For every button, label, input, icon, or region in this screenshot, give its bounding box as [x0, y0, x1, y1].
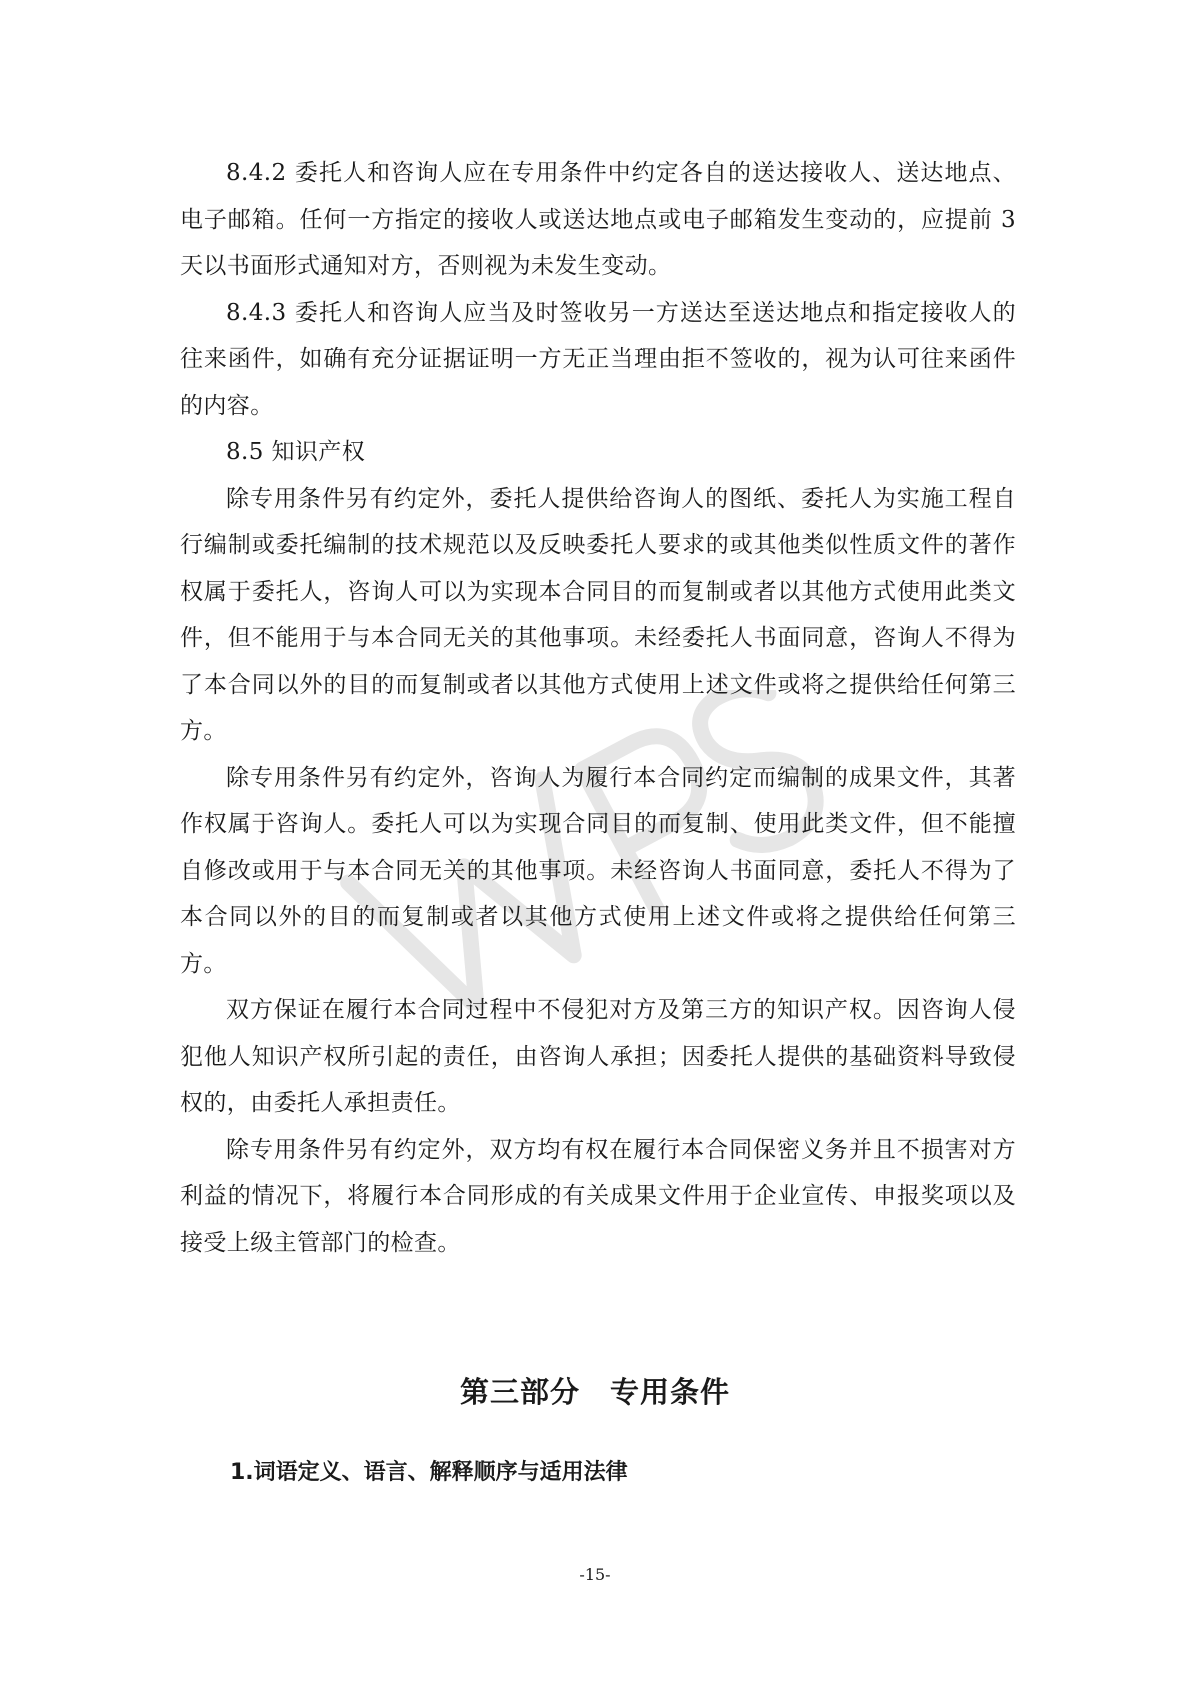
section-heading: 1.词语定义、语言、解释顺序与适用法律 — [230, 1460, 628, 1485]
paragraph-ip-guarantee: 双方保证在履行本合同过程中不侵犯对方及第三方的知识产权。因咨询人侵犯他人知识产权所引起的责任，由咨询人承担；因委托人提供的基础资料导致侵权的，由委托人承担责任。 — [180, 997, 1016, 1116]
paragraph-8-4-3: 8.4.3 委托人和咨询人应当及时签收另一方送达至送达地点和指定接收人的往来函件，如确有充分证据证明一方无正当理由拒不签收的，视为认可往来函件的内容。 — [180, 299, 1016, 419]
paragraph-ip-publicity: 除专用条件另有约定外，双方均有权在履行本合同保密义务并且不损害对方利益的情况下，将履行本合同形成的有关成果文件用于企业宣传、申报奖项以及接受上级主管部门的检查。 — [180, 1136, 1016, 1256]
body-text — [180, 150, 1016, 1266]
paragraph-8-5-heading: 8.5 知识产权 — [226, 439, 366, 465]
paragraph-ip-client: 除专用条件另有约定外，委托人提供给咨询人的图纸、委托人为实施工程自行编制或委托编制的技术规范以及反映委托人要求的或其他类似性质文件的著作权属于委托人，咨询人可以为实现本合同目的而复制或者以其他方式使用此类文件，但不能用于与本合同无关的其他事项。未经委托人书面同意，咨询人不得为了本合同以外的目的而复制或者以其他方式使用上述文件或将之提供给任何第三方。 — [180, 485, 1016, 744]
paragraph-ip-consultant: 除专用条件另有约定外，咨询人为履行本合同约定而编制的成果文件，其著作权属于咨询人。委托人可以为实现合同目的而复制、使用此类文件，但不能擅自修改或用于与本合同无关的其他事项。未经咨询人书面同意，委托人不得为了本合同以外的目的而复制或者以其他方式使用上述文件或将之提供给任何第三方。 — [180, 764, 1016, 977]
paragraph-8-4-2: 8.4.2 委托人和咨询人应在专用条件中约定各自的送达接收人、送达地点、电子邮箱。任何一方指定的接收人或送达地点或电子邮箱发生变动的，应提前 3 天以书面形式通知对方，否则视为未发生变动。 — [180, 160, 1016, 279]
page-number: -15- — [579, 1565, 611, 1584]
part-title: 第三部分 专用条件 — [459, 1375, 730, 1409]
